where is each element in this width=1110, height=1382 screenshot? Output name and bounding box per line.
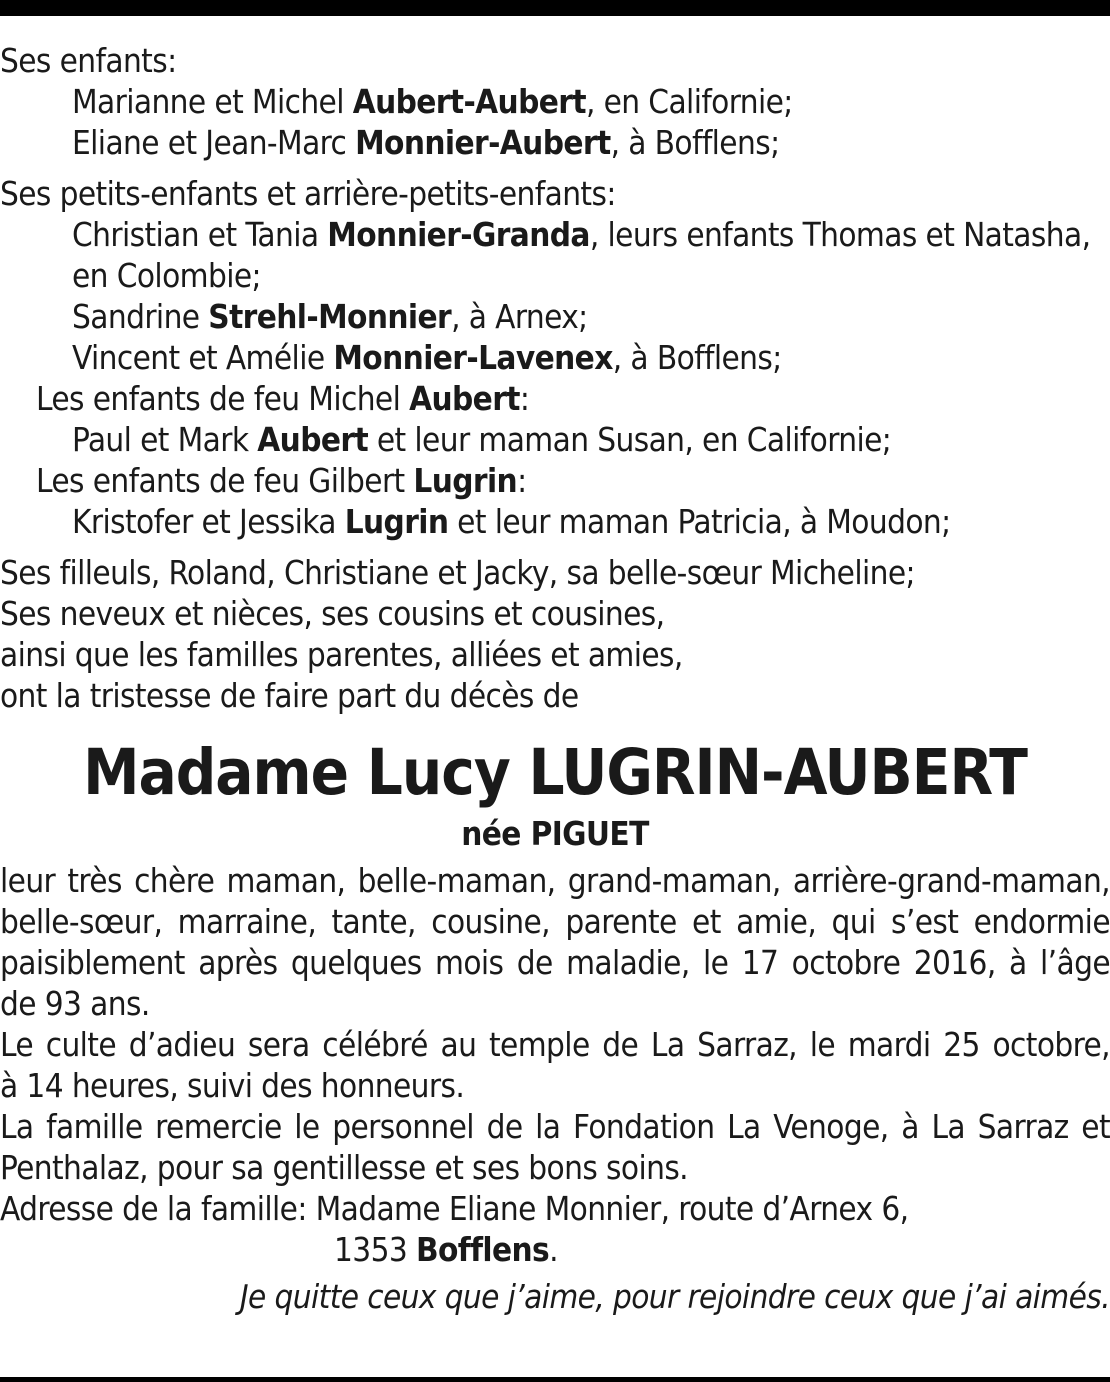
death-notice: [0, 40, 1110, 1317]
top-rule: [0, 0, 1110, 16]
grandchildren-heading: Ses petits-enfants et arrière-petits-enfants:: [0, 174, 616, 213]
others-line: ont la tristesse de faire part du décès de: [0, 676, 579, 715]
grandchild-line: en Colombie;: [72, 256, 261, 295]
deceased-name: Madame Lucy LUGRIN-AUBERT: [83, 736, 1027, 809]
late-gilbert-heading: Les enfants de feu Gilbert Lugrin:: [36, 461, 527, 500]
others-line: Ses filleuls, Roland, Christiane et Jacky, sa belle-sœur Micheline;: [0, 553, 915, 592]
bottom-rule: [0, 1377, 1110, 1382]
grandchild-line: Vincent et Amélie Monnier-Lavenex, à Bofflens;: [72, 338, 782, 377]
grandchild-line: Sandrine Strehl-Monnier, à Arnex;: [72, 297, 588, 336]
late-michel-heading: Les enfants de feu Michel Aubert:: [36, 379, 530, 418]
grandchild-line: Paul et Mark Aubert et leur maman Susan, en Californie;: [72, 420, 892, 459]
family-address-city: 1353 Bofflens.: [334, 1230, 558, 1269]
grandchild-line: Christian et Tania Monnier-Granda, leurs enfants Thomas et Natasha,: [72, 215, 1091, 254]
family-address: Adresse de la famille: Madame Eliane Monnier, route d’Arnex 6,: [0, 1189, 909, 1228]
child-line: Eliane et Jean-Marc Monnier-Aubert, à Bofflens;: [72, 123, 780, 162]
body-line: leur très chère maman, belle-maman, grand-maman, arrière-grand-maman,: [0, 861, 1110, 900]
closing-quote: Je quitte ceux que j’aime, pour rejoindre ceux que j’ai aimés.: [239, 1277, 1110, 1316]
service-line: à 14 heures, suivi des honneurs.: [0, 1066, 465, 1105]
children-heading: Ses enfants:: [0, 41, 177, 80]
grandchild-line: Kristofer et Jessika Lugrin et leur maman Patricia, à Moudon;: [72, 502, 951, 541]
others-line: ainsi que les familles parentes, alliées et amies,: [0, 635, 683, 674]
thanks-line: Penthalaz, pour sa gentillesse et ses bons soins.: [0, 1148, 689, 1187]
thanks-line: La famille remercie le personnel de la Fondation La Venoge, à La Sarraz et: [0, 1107, 1110, 1146]
maiden-name: née PIGUET: [461, 814, 649, 853]
body-line: de 93 ans.: [0, 984, 150, 1023]
others-line: Ses neveux et nièces, ses cousins et cousines,: [0, 594, 665, 633]
child-line: Marianne et Michel Aubert-Aubert, en Californie;: [72, 82, 793, 121]
body-line: paisiblement après quelques mois de maladie, le 17 octobre 2016, à l’âge: [0, 943, 1110, 982]
body-line: belle-sœur, marraine, tante, cousine, parente et amie, qui s’est endormie: [0, 902, 1110, 941]
service-line: Le culte d’adieu sera célébré au temple de La Sarraz, le mardi 25 octobre,: [0, 1025, 1110, 1064]
